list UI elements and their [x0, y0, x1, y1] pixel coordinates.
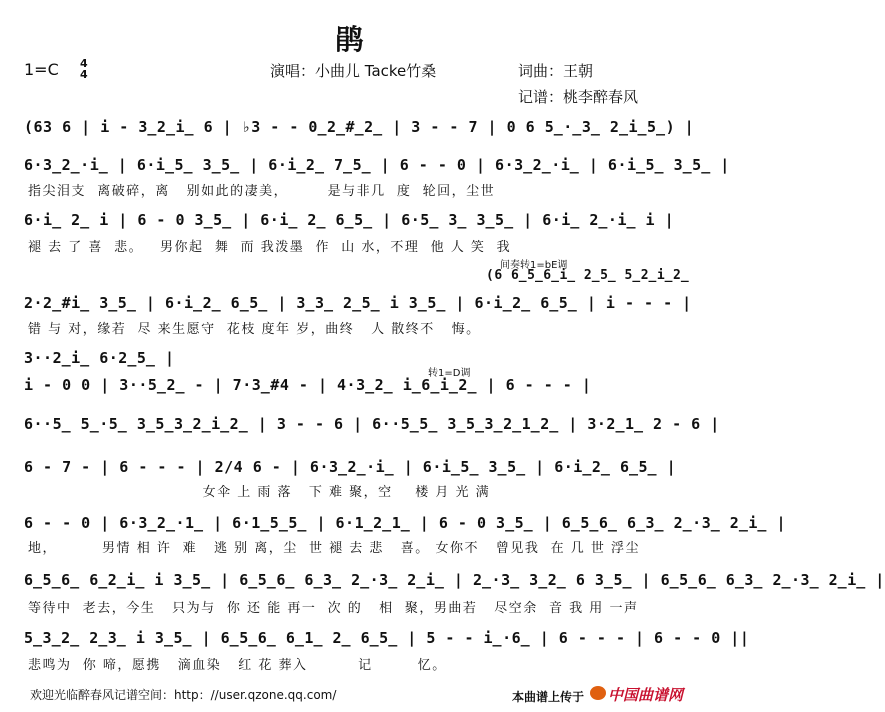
composer-credit: 词曲：王朝 [518, 62, 594, 80]
score-row-5: i - 0 0 | 3··5̲2̲ - | 7·3̲#4 - | 4·3̲2̲ i̲6̲i̲2̲ | 6 - - - | [24, 376, 592, 394]
singer-credit: 演唱：小曲儿 Tacke竹桑 [270, 62, 437, 80]
site-logo-icon [590, 686, 606, 700]
score-row-2: 6·3̲2̲·i̲ | 6·i̲5̲ 3̲5̲ | 6·i̲2̲ 7̲5̲ | 6 - - 0 | 6·3̲2̲·i̲ | 6·i̲5̲ 3̲5̲ | [24, 156, 730, 174]
lyric-row-4: 错 与 对，缘若 尽 来生愿守 花枝 度年 岁，曲终 人 散终不 悔。 [28, 322, 481, 337]
key-signature: 1=C [24, 60, 59, 79]
score-row-8: 6 - - 0 | 6·3̲2̲·1̲ | 6·1̲5̲5̲ | 6·1̲2̲1̲ | 6 - 0 3̲5̲ | 6̲5̲6̲ 6̲3̲ 2̲·3̲ 2̲i̲ | [24, 514, 786, 532]
lyric-row-8: 地， 男情 相 许 难 逃 别 离，尘 世 褪 去 悲 喜。 女你不 曾见我 在 几 世 浮尘 [28, 541, 640, 556]
lyric-row-2: 指尖泪支 离破碎，离 别如此的凄美， 是与非几 度 轮回，尘世 [28, 184, 496, 199]
time-signature [80, 58, 88, 80]
meter-bottom: 4 [80, 68, 88, 81]
score-row-9: 6̲5̲6̲ 6̲2̲i̲ i 3̲5̲ | 6̲5̲6̲ 6̲3̲ 2̲·3̲ 2̲i̲ | 2̲·3̲ 3̲2̲ 6 3̲5̲ | 6̲5̲6̲ 6̲3̲ 2̲·3̲ 2̲i̲ | [24, 571, 885, 589]
interlude-notes: (6 6̲5̲6̲i̲ 2̲5̲ 5̲2̲i̲2̲ [486, 268, 690, 283]
brand-logo-text: 中国曲谱网 [608, 686, 684, 704]
score-row-7: 6 - 7 - | 6 - - - | 2/4 6 - | 6·3̲2̲·i̲ | 6·i̲5̲ 3̲5̲ | 6·i̲2̲ 6̲5̲ | [24, 458, 677, 476]
score-row-1: (63 6 | i - 3̲2̲i̲ 6 | ♭3 - - 0̲2̲#̲2̲ | 3 - - 7 | 0 6 5̲·̲3̲ 2̲i̲5̲) | [24, 118, 695, 136]
lyric-row-3: 褪 去 了 喜 悲。 男你起 舞 而 我泼墨 作 山 水，不理 他 人 笑 我 [28, 240, 512, 255]
song-title: 鹃 [335, 23, 366, 56]
upload-label: 本曲谱上传于 [512, 690, 585, 704]
lyric-row-10: 悲鸣为 你 啼，愿携 滴血染 红 花 葬入 记 忆。 [28, 658, 447, 673]
meter-top: 4 [80, 57, 88, 70]
modulation-annotation: 转1=D调 [428, 368, 471, 379]
interlude-annotation: 间奏转1=bE调 [500, 260, 568, 271]
score-row-6: 6··5̲ 5̲·5̲ 3̲5̲3̲2̲i̲2̲ | 3 - - 6 | 6··5̲5̲ 3̲5̲3̲2̲1̲2̲ | 3·2̲1̲ 2 - 6 | [24, 415, 720, 433]
transcriber-credit: 记谱：桃李醉春风 [518, 88, 639, 106]
score-row-4: 2·2̲#i̲ 3̲5̲ | 6·i̲2̲ 6̲5̲ | 3̲3̲ 2̲5̲ i 3̲5̲ | 6·i̲2̲ 6̲5̲ | i - - - | [24, 294, 692, 312]
score-row-5-prefix: 3··2̲i̲ 6·2̲5̲ | [24, 349, 175, 367]
lyric-row-9: 等待中 老去，今生 只为与 你 还 能 再一 次 的 相 聚，男曲若 尽空余 音 我 用 一声 [28, 601, 639, 616]
score-row-3: 6·i̲ 2̲ i | 6 - 0 3̲5̲ | 6·i̲ 2̲ 6̲5̲ | 6·5̲ 3̲ 3̲5̲ | 6·i̲ 2̲·i̲ i | [24, 211, 675, 229]
lyric-row-7: 女伞 上 雨 落 下 难 聚，空 楼 月 光 满 [28, 485, 491, 500]
score-row-10: 5̲3̲2̲ 2̲3̲ i 3̲5̲ | 6̲5̲6̲ 6̲1̲ 2̲ 6̲5̲ | 5 - - i̲·6̲ | 6 - - - | 6 - - 0 || [24, 629, 750, 647]
footer-link-text: 欢迎光临醉春风记谱空间：http：//user.qzone.qq.com/ [30, 688, 337, 702]
